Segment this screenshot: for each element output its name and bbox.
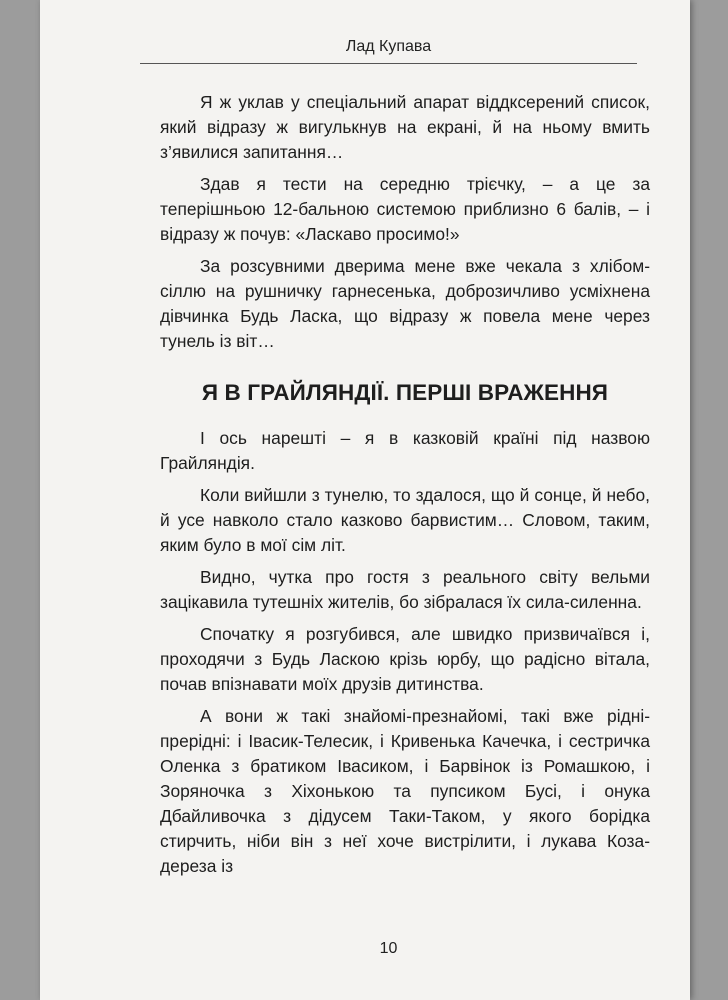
page-number: 10 [379, 940, 398, 957]
header-divider [140, 63, 637, 64]
paragraph: За розсувними дверима мене вже чекала з хлібом-сіллю на рушничку гарнесенька, доброзичливо усміхнена дівчинка Будь Ласка, що відразу ж повела мене через тунель із віт… [160, 256, 650, 351]
paragraph: Видно, чутка про гостя з реального світу вельми зацікавила тутешніх жителів, бо зібралася їх сила-силенна. [160, 567, 650, 612]
page-body [160, 90, 650, 886]
paragraph: Коли вийшли з тунелю, то здалося, що й сонце, й небо, й усе навколо стало казково барвистим… Словом, таким, яким було в мої сім літ. [160, 485, 650, 555]
paragraph: Спочатку я розгубився, але швидко призвичаївся і, проходячи з Будь Ласкою крізь юрбу, що радісно вітала, почав впізнавати моїх друзів дитинства. [160, 624, 650, 694]
book-page [40, 0, 690, 1000]
paragraph: Здав я тести на середню трієчку, – а це за теперішньою 12-бальною системою приблизно 6 балів, – і відразу ж почув: «Ласкаво просимо!» [160, 174, 650, 244]
paragraph: І ось нарешті – я в казковій країні під назвою Грайляндія. [160, 428, 650, 473]
running-header: Лад Купава [345, 38, 432, 55]
paragraph: Я ж уклав у спеціальний апарат віддксерений список, який відразу ж вигулькнув на екрані, й на ньому вмить з’явилися запитання… [160, 92, 650, 162]
chapter-heading: Я В ГРАЙЛЯНДІЇ. ПЕРШІ ВРАЖЕННЯ [201, 380, 609, 405]
paragraph: А вони ж такі знайомі-презнайомі, такі вже рідні-прерідні: і Івасик-Телесик, і Кривенька Качечка, і сестричка Оленка з братиком Івасиком, і Барвінок із Ромашкою, і Зоряночка з Хіхонькою та пупсиком Бусі, і онука Дбайливочка з дідусем Таки-Таком, у якого борідка стирчить, ніби він з неї хоче вистрілити, і лукава Коза-дереза із [160, 706, 650, 876]
